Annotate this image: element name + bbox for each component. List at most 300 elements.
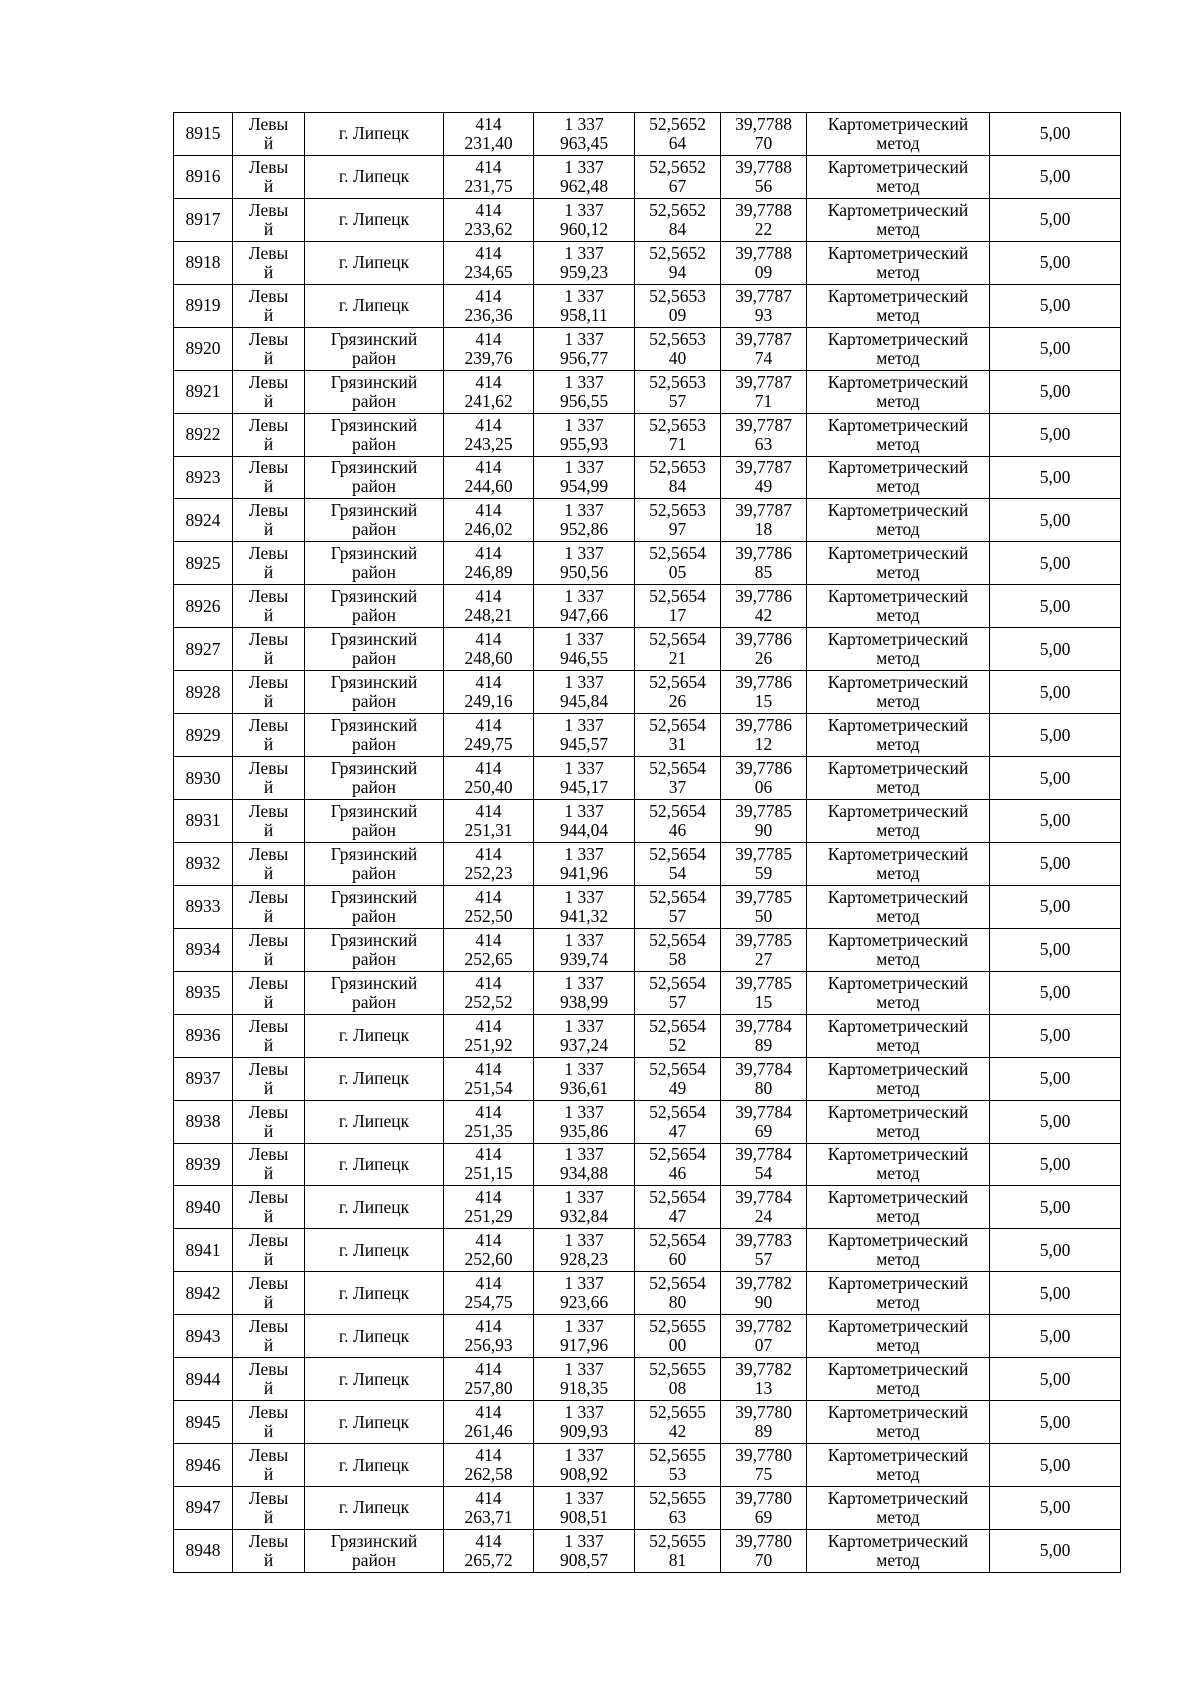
cell-longitude-line: 39,7785 <box>735 972 792 993</box>
cell-latitude-line: 63 <box>668 1506 687 1527</box>
cell-x-coordinate <box>444 1358 534 1401</box>
cell-method <box>807 370 990 413</box>
cell-x-coordinate <box>444 155 534 198</box>
cell-x-coordinate <box>444 456 534 499</box>
cell-point-number: 8948 <box>174 1529 233 1572</box>
cell-longitude <box>721 800 807 843</box>
cell-latitude-line: 08 <box>668 1378 687 1399</box>
cell-y-coordinate-line: 1 337 <box>564 242 604 263</box>
cell-area-line: г. Липецк <box>338 1325 410 1346</box>
cell-method-line: метод <box>876 519 920 540</box>
cell-y-coordinate <box>534 928 635 971</box>
cell-y-coordinate <box>534 714 635 757</box>
cell-side <box>233 1186 305 1229</box>
cell-longitude <box>721 1186 807 1229</box>
cell-latitude-line: 67 <box>668 175 687 196</box>
cell-point-number: 8928 <box>174 671 233 714</box>
cell-latitude <box>635 1444 721 1487</box>
cell-latitude-line: 84 <box>668 218 687 239</box>
cell-method <box>807 1529 990 1572</box>
cell-longitude-line: 54 <box>754 1163 773 1184</box>
cell-latitude-line: 37 <box>668 777 687 798</box>
cell-latitude-line: 52,5654 <box>649 1015 706 1036</box>
cell-method-line: метод <box>876 347 920 368</box>
cell-area-line: район <box>352 562 396 583</box>
cell-latitude-line: 52,5655 <box>649 1359 706 1380</box>
cell-method <box>807 456 990 499</box>
cell-side <box>233 370 305 413</box>
cell-x-coordinate-line: 263,71 <box>464 1506 513 1527</box>
cell-latitude <box>635 928 721 971</box>
cell-area-line: район <box>352 819 396 840</box>
table-row <box>174 1272 1121 1315</box>
cell-method-line: метод <box>876 1292 920 1313</box>
cell-side-line: й <box>263 1120 274 1141</box>
cell-longitude-line: 39,7780 <box>735 1487 792 1508</box>
cell-x-coordinate <box>444 1529 534 1572</box>
cell-latitude-line: 52,5652 <box>649 242 706 263</box>
cell-latitude-line: 52 <box>668 1034 687 1055</box>
cell-point-number: 8932 <box>174 842 233 885</box>
table-row <box>174 714 1121 757</box>
cell-method-line: Картометрический <box>827 1359 969 1380</box>
cell-longitude <box>721 499 807 542</box>
cell-accuracy: 5,00 <box>990 885 1121 928</box>
cell-x-coordinate-line: 246,02 <box>464 519 513 540</box>
cell-y-coordinate <box>534 198 635 241</box>
cell-method-line: метод <box>876 777 920 798</box>
cell-latitude-line: 52,5655 <box>649 1530 706 1551</box>
cell-accuracy: 5,00 <box>990 1186 1121 1229</box>
cell-side <box>233 284 305 327</box>
cell-longitude-line: 39,7787 <box>735 285 792 306</box>
cell-x-coordinate-line: 414 <box>475 371 502 392</box>
cell-method <box>807 499 990 542</box>
cell-point-number: 8926 <box>174 585 233 628</box>
cell-latitude-line: 40 <box>668 347 687 368</box>
cell-side-line: й <box>263 390 274 411</box>
cell-longitude-line: 12 <box>754 734 773 755</box>
cell-y-coordinate <box>534 413 635 456</box>
cell-side-line: й <box>263 562 274 583</box>
cell-y-coordinate-line: 1 337 <box>564 199 604 220</box>
cell-latitude <box>635 1358 721 1401</box>
cell-method <box>807 1358 990 1401</box>
cell-longitude-line: 39,7786 <box>735 543 792 564</box>
cell-side-line: й <box>263 519 274 540</box>
cell-y-coordinate-line: 1 337 <box>564 972 604 993</box>
cell-y-coordinate-line: 941,96 <box>559 862 609 883</box>
cell-point-number: 8921 <box>174 370 233 413</box>
cell-y-coordinate-line: 1 337 <box>564 715 604 736</box>
table-row <box>174 198 1121 241</box>
cell-longitude <box>721 1272 807 1315</box>
cell-x-coordinate <box>444 757 534 800</box>
cell-method <box>807 1444 990 1487</box>
cell-x-coordinate-line: 244,60 <box>464 476 513 497</box>
cell-method-line: метод <box>876 175 920 196</box>
cell-latitude <box>635 327 721 370</box>
cell-method-line: Картометрический <box>827 1273 969 1294</box>
cell-x-coordinate-line: 261,46 <box>464 1421 513 1442</box>
cell-method-line: Картометрический <box>827 1487 969 1508</box>
cell-latitude-line: 52,5654 <box>649 1273 706 1294</box>
cell-area-line: Грязинский <box>330 328 418 349</box>
cell-point-number: 8934 <box>174 928 233 971</box>
cell-side <box>233 1529 305 1572</box>
cell-latitude <box>635 1272 721 1315</box>
cell-area <box>305 928 444 971</box>
cell-latitude-line: 52,5654 <box>649 929 706 950</box>
cell-area-line: г. Липецк <box>338 1282 410 1303</box>
cell-longitude <box>721 1487 807 1530</box>
cell-y-coordinate-line: 1 337 <box>564 328 604 349</box>
cell-side-line: Левы <box>248 1530 289 1551</box>
cell-latitude <box>635 1143 721 1186</box>
cell-side <box>233 971 305 1014</box>
cell-latitude-line: 52,5654 <box>649 1187 706 1208</box>
cell-y-coordinate-line: 1 337 <box>564 1402 604 1423</box>
cell-y-coordinate <box>534 284 635 327</box>
cell-x-coordinate <box>444 885 534 928</box>
cell-area-line: Грязинский <box>330 800 418 821</box>
cell-y-coordinate-line: 941,32 <box>559 905 609 926</box>
cell-latitude <box>635 671 721 714</box>
cell-side-line: Левы <box>248 414 289 435</box>
cell-y-coordinate-line: 1 337 <box>564 843 604 864</box>
cell-accuracy: 5,00 <box>990 499 1121 542</box>
cell-y-coordinate <box>534 327 635 370</box>
cell-side-line: Левы <box>248 1144 289 1165</box>
cell-y-coordinate <box>534 757 635 800</box>
cell-x-coordinate <box>444 370 534 413</box>
cell-method-line: метод <box>876 948 920 969</box>
cell-x-coordinate-line: 414 <box>475 1230 502 1251</box>
cell-longitude-line: 42 <box>754 605 773 626</box>
cell-y-coordinate-line: 1 337 <box>564 1058 604 1079</box>
cell-latitude-line: 52,5654 <box>649 672 706 693</box>
cell-method-line: Картометрический <box>827 1445 969 1466</box>
cell-area <box>305 1487 444 1530</box>
cell-method <box>807 800 990 843</box>
cell-area-line: Грязинский <box>330 758 418 779</box>
cell-longitude <box>721 714 807 757</box>
cell-latitude <box>635 456 721 499</box>
cell-longitude <box>721 971 807 1014</box>
cell-x-coordinate-line: 414 <box>475 758 502 779</box>
cell-method-line: Картометрический <box>827 715 969 736</box>
coordinates-table <box>173 112 1121 1573</box>
cell-latitude <box>635 628 721 671</box>
cell-longitude-line: 59 <box>754 862 773 883</box>
cell-side <box>233 928 305 971</box>
table-row <box>174 113 1121 156</box>
cell-latitude-line: 46 <box>668 819 687 840</box>
cell-latitude-line: 52,5652 <box>649 199 706 220</box>
cell-x-coordinate-line: 249,75 <box>464 734 513 755</box>
cell-latitude <box>635 800 721 843</box>
cell-method-line: Картометрический <box>827 972 969 993</box>
cell-area-line: район <box>352 991 396 1012</box>
cell-accuracy: 5,00 <box>990 413 1121 456</box>
cell-side-line: Левы <box>248 1316 289 1337</box>
cell-method-line: Картометрический <box>827 800 969 821</box>
cell-latitude <box>635 757 721 800</box>
cell-side <box>233 1358 305 1401</box>
cell-y-coordinate-line: 956,55 <box>559 390 609 411</box>
cell-method <box>807 413 990 456</box>
cell-y-coordinate-line: 955,93 <box>559 433 609 454</box>
cell-point-number: 8922 <box>174 413 233 456</box>
cell-point-number: 8936 <box>174 1014 233 1057</box>
cell-method <box>807 284 990 327</box>
cell-side <box>233 1014 305 1057</box>
cell-side <box>233 1229 305 1272</box>
cell-y-coordinate <box>534 1315 635 1358</box>
cell-accuracy: 5,00 <box>990 671 1121 714</box>
cell-x-coordinate-line: 252,60 <box>464 1249 513 1270</box>
cell-latitude-line: 52,5654 <box>649 972 706 993</box>
table-row <box>174 628 1121 671</box>
cell-side-line: Левы <box>248 1101 289 1122</box>
cell-x-coordinate-line: 414 <box>475 1015 502 1036</box>
table-row <box>174 1444 1121 1487</box>
cell-y-coordinate-line: 1 337 <box>564 1359 604 1380</box>
cell-method-line: метод <box>876 905 920 926</box>
cell-x-coordinate-line: 414 <box>475 715 502 736</box>
cell-area-line: район <box>352 948 396 969</box>
cell-x-coordinate-line: 252,65 <box>464 948 513 969</box>
cell-side <box>233 1143 305 1186</box>
cell-method <box>807 1057 990 1100</box>
cell-area <box>305 113 444 156</box>
cell-latitude-line: 52,5654 <box>649 800 706 821</box>
cell-x-coordinate-line: 251,35 <box>464 1120 513 1141</box>
cell-y-coordinate <box>534 113 635 156</box>
cell-x-coordinate-line: 414 <box>475 457 502 478</box>
cell-x-coordinate <box>444 1444 534 1487</box>
cell-side-line: Левы <box>248 972 289 993</box>
cell-y-coordinate-line: 908,92 <box>559 1464 609 1485</box>
cell-longitude <box>721 842 807 885</box>
cell-x-coordinate-line: 414 <box>475 843 502 864</box>
cell-longitude <box>721 284 807 327</box>
cell-point-number: 8940 <box>174 1186 233 1229</box>
cell-longitude-line: 69 <box>754 1120 773 1141</box>
cell-y-coordinate <box>534 585 635 628</box>
cell-longitude-line: 15 <box>754 991 773 1012</box>
cell-x-coordinate-line: 248,60 <box>464 648 513 669</box>
cell-y-coordinate-line: 909,93 <box>559 1421 609 1442</box>
cell-latitude <box>635 842 721 885</box>
cell-area <box>305 1529 444 1572</box>
cell-longitude-line: 50 <box>754 905 773 926</box>
cell-x-coordinate <box>444 800 534 843</box>
cell-x-coordinate-line: 414 <box>475 500 502 521</box>
cell-longitude-line: 39,7787 <box>735 457 792 478</box>
cell-x-coordinate-line: 251,29 <box>464 1206 513 1227</box>
cell-accuracy: 5,00 <box>990 842 1121 885</box>
cell-method-line: Картометрический <box>827 672 969 693</box>
cell-method-line: метод <box>876 1249 920 1270</box>
cell-x-coordinate-line: 257,80 <box>464 1378 513 1399</box>
cell-side <box>233 542 305 585</box>
cell-side-line: Левы <box>248 715 289 736</box>
cell-side-line: й <box>263 1034 274 1055</box>
cell-longitude-line: 39,7786 <box>735 715 792 736</box>
cell-point-number: 8941 <box>174 1229 233 1272</box>
cell-longitude-line: 39,7783 <box>735 1230 792 1251</box>
cell-latitude-line: 52,5654 <box>649 586 706 607</box>
cell-y-coordinate-line: 1 337 <box>564 1187 604 1208</box>
cell-y-coordinate-line: 935,86 <box>559 1120 609 1141</box>
cell-longitude-line: 70 <box>754 1549 773 1570</box>
cell-latitude-line: 47 <box>668 1206 687 1227</box>
cell-method-line: Картометрический <box>827 328 969 349</box>
cell-longitude-line: 70 <box>754 132 773 153</box>
cell-side <box>233 413 305 456</box>
cell-x-coordinate <box>444 585 534 628</box>
cell-latitude-line: 71 <box>668 433 687 454</box>
cell-y-coordinate <box>534 1444 635 1487</box>
cell-x-coordinate-line: 250,40 <box>464 777 513 798</box>
cell-point-number: 8923 <box>174 456 233 499</box>
cell-area <box>305 842 444 885</box>
cell-x-coordinate-line: 234,65 <box>464 261 513 282</box>
cell-x-coordinate-line: 414 <box>475 199 502 220</box>
cell-x-coordinate <box>444 1186 534 1229</box>
cell-side-line: й <box>263 777 274 798</box>
cell-y-coordinate-line: 908,51 <box>559 1506 609 1527</box>
cell-method-line: метод <box>876 261 920 282</box>
cell-method-line: метод <box>876 819 920 840</box>
cell-y-coordinate-line: 956,77 <box>559 347 609 368</box>
cell-y-coordinate-line: 1 337 <box>564 758 604 779</box>
cell-latitude <box>635 542 721 585</box>
cell-longitude-line: 56 <box>754 175 773 196</box>
cell-method <box>807 155 990 198</box>
cell-method <box>807 928 990 971</box>
cell-area <box>305 714 444 757</box>
cell-accuracy: 5,00 <box>990 113 1121 156</box>
cell-method-line: Картометрический <box>827 1015 969 1036</box>
cell-latitude <box>635 113 721 156</box>
cell-longitude-line: 39,7784 <box>735 1101 792 1122</box>
cell-y-coordinate <box>534 155 635 198</box>
cell-latitude-line: 52,5654 <box>649 629 706 650</box>
cell-y-coordinate <box>534 1401 635 1444</box>
cell-point-number: 8944 <box>174 1358 233 1401</box>
cell-point-number: 8917 <box>174 198 233 241</box>
cell-longitude-line: 39,7785 <box>735 886 792 907</box>
cell-latitude <box>635 1057 721 1100</box>
cell-accuracy: 5,00 <box>990 1487 1121 1530</box>
cell-area-line: район <box>352 734 396 755</box>
cell-longitude-line: 39,7787 <box>735 328 792 349</box>
cell-accuracy: 5,00 <box>990 714 1121 757</box>
cell-y-coordinate <box>534 1057 635 1100</box>
cell-area <box>305 327 444 370</box>
cell-method-line: Картометрический <box>827 1530 969 1551</box>
cell-longitude-line: 39,7782 <box>735 1359 792 1380</box>
cell-y-coordinate-line: 939,74 <box>559 948 609 969</box>
cell-method <box>807 113 990 156</box>
cell-area <box>305 542 444 585</box>
cell-side-line: Левы <box>248 543 289 564</box>
cell-method <box>807 1401 990 1444</box>
cell-method <box>807 1315 990 1358</box>
cell-method-line: метод <box>876 1421 920 1442</box>
cell-method-line: метод <box>876 1206 920 1227</box>
cell-y-coordinate-line: 918,35 <box>559 1378 609 1399</box>
cell-area-line: Грязинский <box>330 886 418 907</box>
cell-accuracy: 5,00 <box>990 1401 1121 1444</box>
cell-area-line: район <box>352 433 396 454</box>
cell-x-coordinate-line: 241,62 <box>464 390 513 411</box>
cell-latitude-line: 52,5655 <box>649 1487 706 1508</box>
cell-area <box>305 155 444 198</box>
cell-x-coordinate <box>444 1401 534 1444</box>
cell-latitude-line: 52,5655 <box>649 1402 706 1423</box>
cell-latitude-line: 52,5653 <box>649 371 706 392</box>
cell-latitude <box>635 155 721 198</box>
cell-longitude-line: 39,7784 <box>735 1187 792 1208</box>
cell-method <box>807 241 990 284</box>
cell-latitude-line: 26 <box>668 691 687 712</box>
cell-method-line: Картометрический <box>827 843 969 864</box>
cell-y-coordinate-line: 1 337 <box>564 156 604 177</box>
cell-longitude-line: 39,7780 <box>735 1445 792 1466</box>
cell-longitude-line: 09 <box>754 261 773 282</box>
cell-y-coordinate-line: 1 337 <box>564 500 604 521</box>
cell-longitude-line: 57 <box>754 1249 773 1270</box>
cell-longitude-line: 39,7786 <box>735 629 792 650</box>
cell-side <box>233 1315 305 1358</box>
cell-longitude <box>721 1358 807 1401</box>
cell-longitude-line: 39,7788 <box>735 199 792 220</box>
cell-longitude-line: 89 <box>754 1421 773 1442</box>
cell-area <box>305 1358 444 1401</box>
cell-longitude-line: 27 <box>754 948 773 969</box>
cell-side-line: й <box>263 132 274 153</box>
cell-x-coordinate-line: 262,58 <box>464 1464 513 1485</box>
cell-y-coordinate-line: 1 337 <box>564 1487 604 1508</box>
table-body <box>174 113 1121 1573</box>
cell-area-line: район <box>352 905 396 926</box>
cell-side-line: й <box>263 347 274 368</box>
cell-x-coordinate-line: 251,92 <box>464 1034 513 1055</box>
cell-point-number: 8938 <box>174 1100 233 1143</box>
cell-method-line: метод <box>876 433 920 454</box>
cell-latitude-line: 81 <box>668 1549 687 1570</box>
cell-side-line: й <box>263 948 274 969</box>
cell-longitude-line: 39,7788 <box>735 242 792 263</box>
cell-area-line: Грязинский <box>330 929 418 950</box>
cell-latitude-line: 42 <box>668 1421 687 1442</box>
cell-latitude <box>635 885 721 928</box>
cell-area-line: г. Липецк <box>338 1153 410 1174</box>
cell-point-number: 8929 <box>174 714 233 757</box>
cell-area-line: г. Липецк <box>338 1025 410 1046</box>
cell-longitude <box>721 928 807 971</box>
cell-side-line: Левы <box>248 1402 289 1423</box>
cell-side-line: Левы <box>248 843 289 864</box>
cell-longitude-line: 39,7780 <box>735 1530 792 1551</box>
cell-side <box>233 714 305 757</box>
cell-method-line: метод <box>876 862 920 883</box>
cell-latitude <box>635 413 721 456</box>
cell-latitude <box>635 1529 721 1572</box>
